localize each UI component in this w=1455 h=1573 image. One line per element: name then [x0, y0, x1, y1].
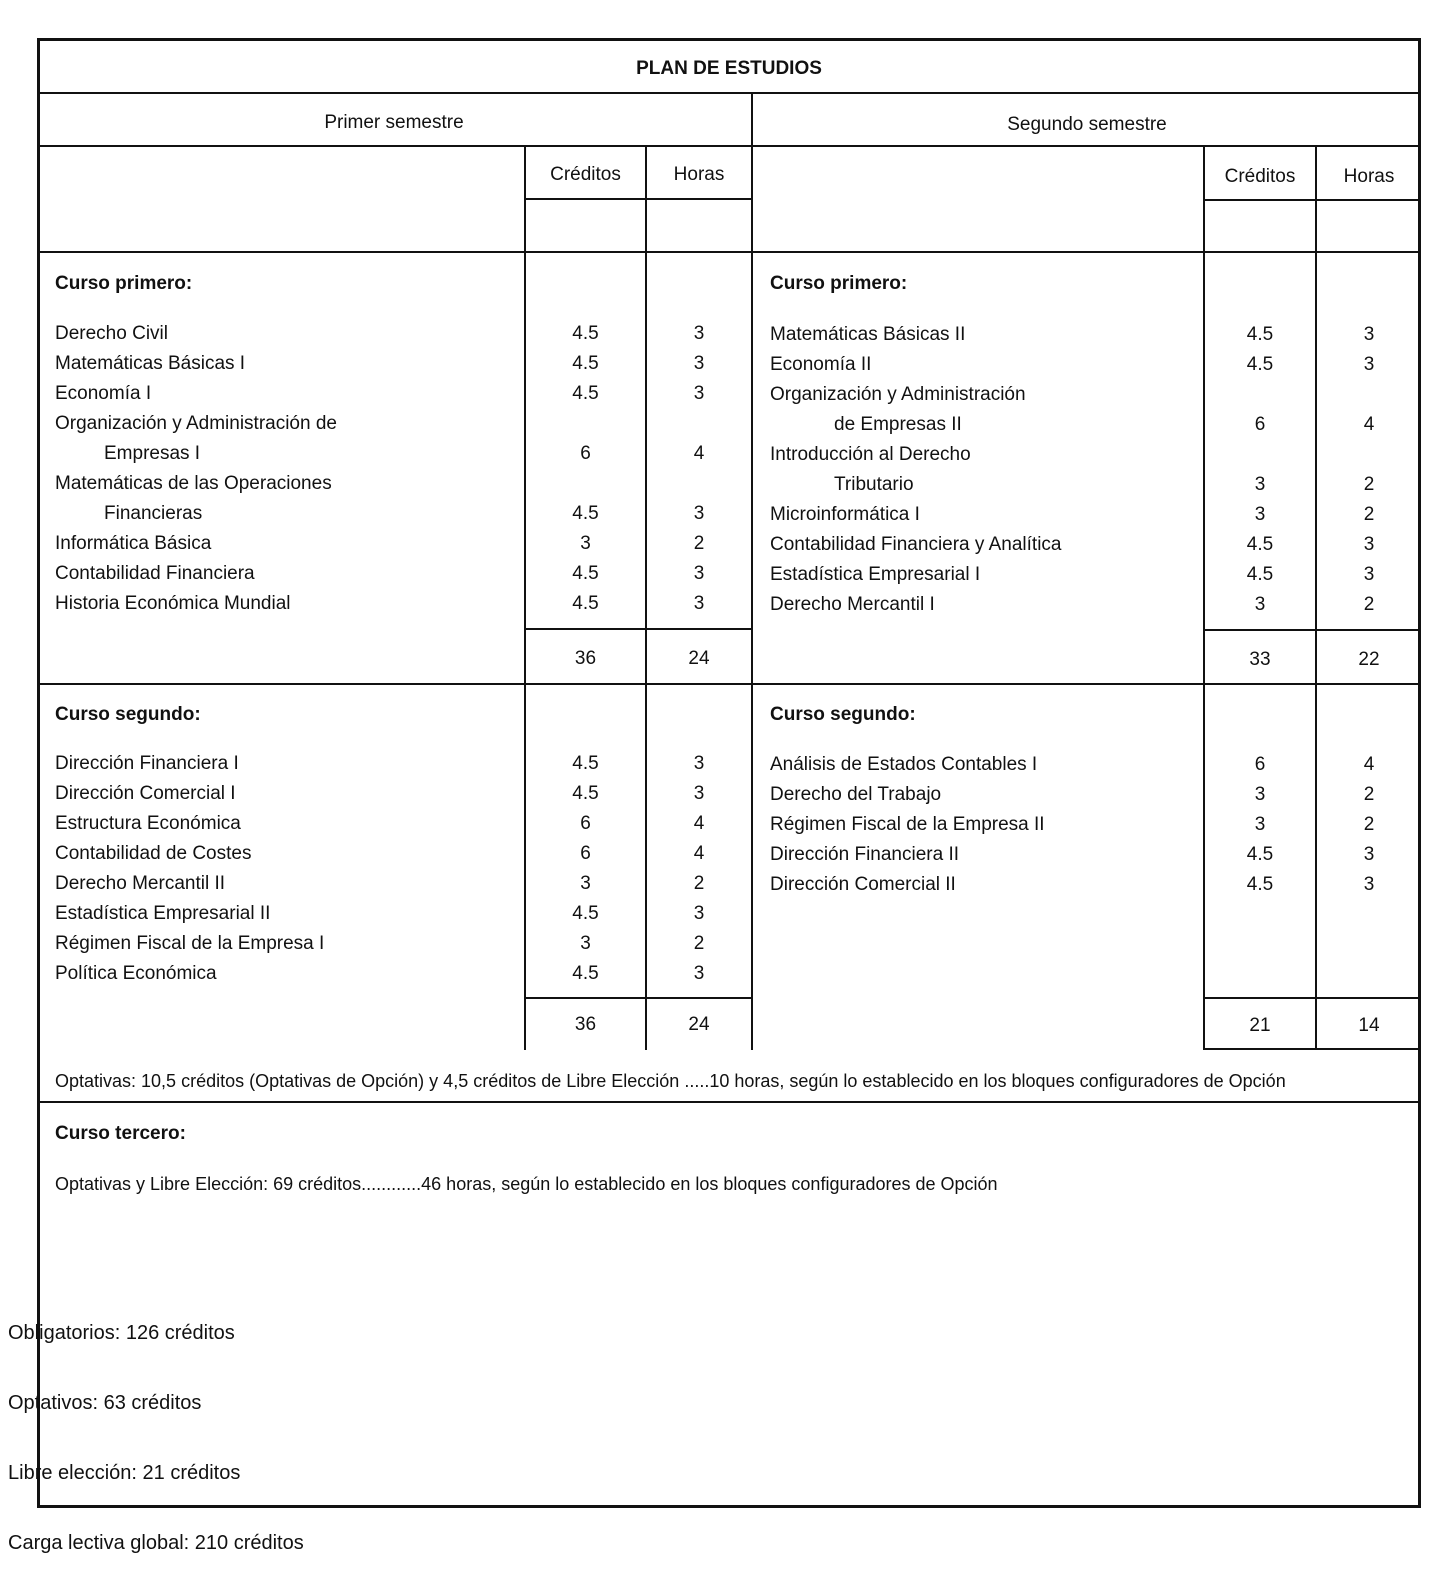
left-subject-horas: 3	[693, 963, 705, 984]
right-curso-primero-heading: Curso primero:	[770, 273, 908, 294]
left-subject-creditos: 6	[580, 443, 591, 464]
left-subject-creditos: 4.5	[572, 353, 599, 374]
right-subject-horas: 2	[1363, 784, 1375, 805]
left-total-creditos: 36	[574, 648, 597, 669]
left-subject-horas: 2	[693, 873, 705, 894]
right-subject-creditos: 6	[1254, 754, 1266, 775]
left-subject-horas: 4	[693, 843, 705, 864]
right-subject-creditos: 4.5	[1246, 564, 1274, 585]
left-subject-name: Contabilidad Financiera	[55, 563, 255, 584]
right-subject-horas: 3	[1363, 874, 1375, 895]
right-subject-creditos: 4.5	[1246, 354, 1274, 375]
left-subject-name: Organización y Administración de	[55, 413, 337, 434]
right-total-creditos: 21	[1249, 1015, 1271, 1036]
left-subject-horas: 2	[693, 533, 705, 554]
left-subject-creditos: 4.5	[572, 383, 599, 404]
left-subject-name: Dirección Financiera I	[55, 753, 239, 774]
curso-tercero-heading: Curso tercero:	[55, 1123, 186, 1144]
rule-below-col-headers-right	[1204, 199, 1421, 201]
right-subject-name: Organización y Administración	[770, 384, 1026, 405]
right-total-horas: 14	[1358, 1015, 1380, 1036]
summary-optativos: Optativos: 63 créditos	[8, 1392, 202, 1414]
left-subject-creditos: 4.5	[572, 323, 599, 344]
right-subject-name-cont: de Empresas II	[834, 414, 962, 435]
left-subject-creditos: 4.5	[572, 783, 599, 804]
right-subject-horas: 4	[1363, 754, 1375, 775]
rule-below-col-headers-left	[525, 198, 752, 200]
right-subject-creditos: 3	[1254, 814, 1266, 835]
left-subject-name: Economía I	[55, 383, 152, 404]
rule-semester-divider	[751, 92, 753, 1050]
right-subject-creditos: 3	[1254, 474, 1266, 495]
left-subject-name: Estadística Empresarial II	[55, 903, 271, 924]
left-subject-name: Estructura Económica	[55, 813, 241, 834]
right-subject-name: Régimen Fiscal de la Empresa II	[770, 814, 1045, 835]
right-total-horas: 22	[1358, 649, 1380, 670]
left-subject-creditos: 6	[580, 813, 591, 834]
rule-after-curso-primero	[37, 683, 1421, 685]
right-subject-horas: 2	[1363, 504, 1375, 525]
left-subject-name: Derecho Civil	[55, 323, 168, 344]
rule-before-curso-tercero	[37, 1101, 1421, 1103]
right-total-creditos: 33	[1249, 649, 1271, 670]
right-subject-name: Economía II	[770, 354, 872, 375]
left-total-horas: 24	[688, 1014, 710, 1035]
right-subject-name: Dirección Financiera II	[770, 844, 960, 865]
left-horas-header: Horas	[673, 164, 725, 185]
right-subject-horas: 2	[1363, 814, 1375, 835]
right-subject-name: Introducción al Derecho	[770, 444, 971, 465]
right-subject-name: Matemáticas Básicas II	[770, 324, 966, 345]
right-subject-creditos: 4.5	[1246, 324, 1274, 345]
left-subject-name: Contabilidad de Costes	[55, 843, 252, 864]
left-creditos-header: Créditos	[550, 164, 621, 185]
left-subject-name: Historia Económica Mundial	[55, 593, 291, 614]
rule-total1-right	[1204, 629, 1421, 631]
left-subject-horas: 2	[693, 933, 705, 954]
semester2-heading: Segundo semestre	[1007, 114, 1167, 135]
left-subject-name: Derecho Mercantil II	[55, 873, 226, 894]
rule-total1-left	[525, 628, 752, 630]
right-subject-creditos: 3	[1254, 594, 1266, 615]
left-subject-name-cont: Financieras	[104, 503, 203, 524]
left-subject-creditos: 4.5	[572, 753, 599, 774]
curso-tercero-line: Optativas y Libre Elección: 69 créditos............46 horas, según lo establecido en los bloques configuradores de Opción	[55, 1174, 998, 1194]
right-subject-creditos: 3	[1254, 504, 1266, 525]
right-subject-creditos: 3	[1254, 784, 1266, 805]
left-subject-name: Política Económica	[55, 963, 217, 984]
rule-total2-right	[1204, 997, 1421, 999]
right-subject-horas: 3	[1363, 324, 1375, 345]
left-subject-creditos: 4.5	[572, 563, 599, 584]
rule-below-title	[37, 92, 1421, 94]
rule-total2-bottom-right	[1204, 1048, 1421, 1050]
left-subject-horas: 3	[693, 353, 705, 374]
left-curso-primero-heading: Curso primero:	[55, 273, 193, 294]
left-subject-creditos: 3	[580, 873, 591, 894]
right-subject-creditos: 4.5	[1246, 844, 1274, 865]
optativas-line: Optativas: 10,5 créditos (Optativas de Opción) y 4,5 créditos de Libre Elección .....10 horas, según lo establecido en los bloques configuradores de Opción	[55, 1071, 1286, 1091]
right-subject-horas: 3	[1363, 354, 1375, 375]
left-subject-creditos: 3	[580, 533, 591, 554]
right-subject-name: Contabilidad Financiera y Analítica	[770, 534, 1062, 555]
right-subject-name: Estadística Empresarial I	[770, 564, 981, 585]
semester1-heading: Primer semestre	[324, 112, 464, 133]
left-subject-horas: 4	[693, 813, 705, 834]
left-subject-name: Matemáticas Básicas I	[55, 353, 246, 374]
right-subject-name: Dirección Comercial II	[770, 874, 956, 895]
left-subject-name: Matemáticas de las Operaciones	[55, 473, 332, 494]
left-subject-horas: 3	[693, 783, 705, 804]
right-subject-name: Derecho Mercantil I	[770, 594, 935, 615]
right-subject-name: Microinformática I	[770, 504, 920, 525]
right-curso-segundo-heading: Curso segundo:	[770, 704, 916, 725]
right-subject-horas: 3	[1363, 844, 1375, 865]
right-subject-creditos: 6	[1254, 414, 1266, 435]
table-title: PLAN DE ESTUDIOS	[636, 58, 822, 79]
left-subject-name-cont: Empresas I	[104, 443, 201, 464]
right-subject-creditos: 4.5	[1246, 874, 1274, 895]
left-subject-creditos: 3	[580, 933, 591, 954]
left-subject-horas: 3	[693, 503, 705, 524]
right-subject-name: Análisis de Estados Contables I	[770, 754, 1038, 775]
right-subject-name-cont: Tributario	[834, 474, 914, 495]
left-curso-segundo-heading: Curso segundo:	[55, 704, 201, 725]
summary-obligatorios: Obligatorios: 126 créditos	[8, 1322, 235, 1344]
left-subject-horas: 3	[693, 563, 705, 584]
right-subject-horas: 4	[1363, 414, 1375, 435]
right-subject-horas: 3	[1363, 564, 1375, 585]
left-subject-horas: 3	[693, 903, 705, 924]
right-creditos-header: Créditos	[1224, 166, 1296, 187]
summary-carga-lectiva: Carga lectiva global: 210 créditos	[8, 1532, 304, 1554]
left-subject-horas: 3	[693, 593, 705, 614]
left-subject-creditos: 6	[580, 843, 591, 864]
left-subject-horas: 3	[693, 753, 705, 774]
left-subject-creditos: 4.5	[572, 593, 599, 614]
left-subject-creditos: 4.5	[572, 503, 599, 524]
summary-libre-eleccion: Libre elección: 21 créditos	[8, 1462, 241, 1484]
right-subject-horas: 2	[1363, 594, 1375, 615]
right-subject-horas: 2	[1363, 474, 1375, 495]
rule-below-semesters	[37, 145, 1421, 147]
right-subject-creditos: 4.5	[1246, 534, 1274, 555]
right-subject-horas: 3	[1363, 534, 1375, 555]
left-subject-name: Régimen Fiscal de la Empresa I	[55, 933, 325, 954]
right-horas-header: Horas	[1343, 166, 1395, 187]
left-subject-horas: 3	[693, 383, 705, 404]
left-subject-horas: 4	[693, 443, 705, 464]
left-total-creditos: 36	[574, 1014, 597, 1035]
left-subject-horas: 3	[693, 323, 705, 344]
left-subject-name: Informática Básica	[55, 533, 212, 554]
left-subject-creditos: 4.5	[572, 903, 599, 924]
rule-total2-left	[525, 997, 752, 999]
left-total-horas: 24	[688, 648, 710, 669]
left-subject-creditos: 4.5	[572, 963, 599, 984]
rule-header-end	[37, 251, 1421, 253]
left-subject-name: Dirección Comercial I	[55, 783, 236, 804]
right-subject-name: Derecho del Trabajo	[770, 784, 942, 805]
